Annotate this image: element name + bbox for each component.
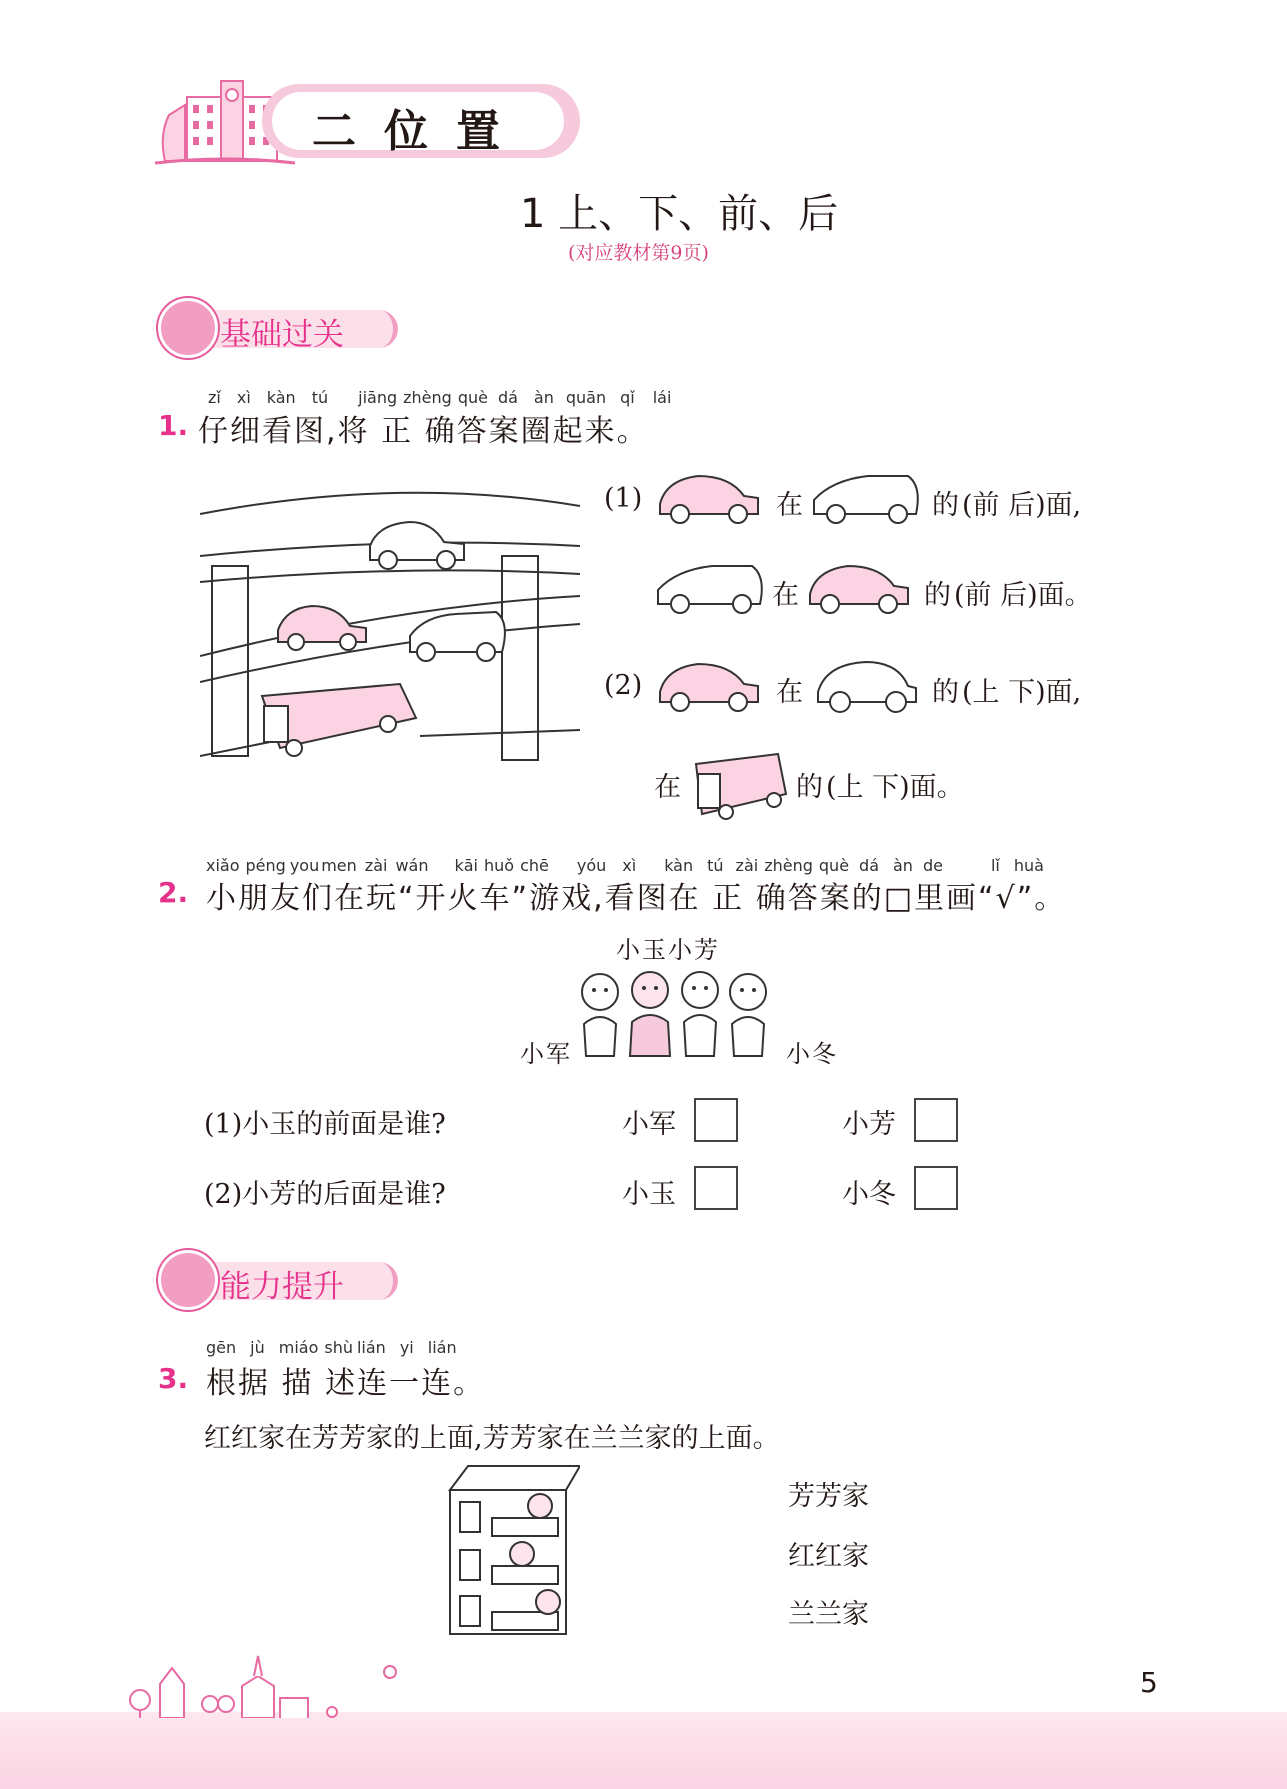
q2-text: 小朋友们在玩“开火车”游戏,看图在 正 确答案的□里画“√”。 xyxy=(206,881,1067,916)
town-decoration-icon xyxy=(120,1648,420,1718)
white-car-icon xyxy=(808,466,926,526)
pinyin: tú xyxy=(707,856,724,875)
pinyin: men xyxy=(321,856,357,875)
pinyin: wán xyxy=(395,856,429,875)
pinyin: què xyxy=(818,856,850,875)
pinyin: jiāng xyxy=(358,388,398,407)
pinyin: xì xyxy=(622,856,637,875)
car-right-middle xyxy=(410,612,505,661)
pinyin: zǐ xyxy=(208,388,221,407)
name-right: 小冬 xyxy=(786,1040,838,1068)
q3-statement: 红红家在芳芳家的上面,芳芳家在兰兰家的上面。 xyxy=(204,1423,780,1454)
pinyin: péng xyxy=(245,856,286,875)
overpass-illustration xyxy=(200,486,580,770)
beetle-car-icon xyxy=(812,652,922,714)
section-badge-basic xyxy=(158,298,398,356)
home-label-honghong[interactable]: 红红家 xyxy=(788,1541,869,1572)
q2-question-1: (1)小玉的前面是谁? xyxy=(204,1109,446,1140)
pinyin: xì xyxy=(236,388,251,407)
footer-band xyxy=(0,1712,1287,1789)
pink-car-icon xyxy=(804,556,914,616)
lesson-reference: (对应教材第9页) xyxy=(568,242,709,264)
q1-option-up-down-end[interactable]: (上 下)面。 xyxy=(826,772,964,803)
pinyin: lián xyxy=(356,1338,386,1357)
pinyin: àn xyxy=(533,388,554,407)
q2-option-2b: 小冬 xyxy=(842,1179,896,1210)
pinyin: jù xyxy=(250,1338,265,1357)
q2-question-2: (2)小芳的后面是谁? xyxy=(204,1179,446,1210)
pinyin: shù xyxy=(324,1338,353,1357)
q1-pinyin-row xyxy=(208,388,671,407)
answer-checkbox[interactable] xyxy=(694,1166,738,1210)
bus-icon xyxy=(690,748,790,822)
q3-text: 根据 描 述连一连。 xyxy=(206,1366,486,1401)
q1-number: 1. xyxy=(158,409,189,442)
pinyin: qǐ xyxy=(620,388,635,407)
q2-option-2a: 小玉 xyxy=(622,1179,676,1210)
pinyin: chē xyxy=(520,856,549,875)
pinyin: tú xyxy=(311,388,329,407)
pinyin: yóu xyxy=(576,856,607,875)
pinyin: dá xyxy=(497,388,518,407)
answer-checkbox[interactable] xyxy=(914,1098,958,1142)
pinyin: kāi xyxy=(454,856,478,875)
bus xyxy=(262,684,416,756)
train-game-kids-illustration xyxy=(574,964,786,1068)
pinyin: you xyxy=(289,856,320,875)
pinyin: de xyxy=(922,856,943,875)
pinyin: lái xyxy=(652,388,672,407)
car-pink-middle xyxy=(278,606,366,650)
pinyin: lián xyxy=(427,1338,457,1357)
pinyin: xiǎo xyxy=(206,856,240,875)
car-top xyxy=(370,522,464,569)
word-of: 的 xyxy=(796,772,823,803)
pinyin: kàn xyxy=(664,856,694,875)
chapter-title: 二位置 xyxy=(312,106,528,157)
home-label-fangfang[interactable]: 芳芳家 xyxy=(788,1481,869,1512)
home-label-lanlan[interactable]: 兰兰家 xyxy=(788,1599,869,1630)
q2-option-1b: 小芳 xyxy=(842,1109,896,1140)
pinyin: zài xyxy=(735,856,759,875)
pink-car-icon xyxy=(654,654,764,714)
word-of: 的 xyxy=(932,490,959,521)
q2-option-1a: 小军 xyxy=(622,1109,676,1140)
pinyin: quān xyxy=(565,388,607,407)
white-car-icon xyxy=(652,556,770,616)
word-of: 的 xyxy=(932,677,959,708)
q1-option-up-down[interactable]: (上 下)面, xyxy=(962,677,1082,708)
pinyin: huà xyxy=(1013,856,1044,875)
pinyin: dá xyxy=(859,856,879,875)
pinyin: huǒ xyxy=(484,856,515,875)
kid-face-icon xyxy=(158,298,218,358)
pinyin: lǐ xyxy=(990,856,1000,875)
pinyin: zhèng xyxy=(764,856,813,875)
pink-car-icon xyxy=(654,466,764,526)
pinyin: què xyxy=(457,388,488,407)
q2-number: 2. xyxy=(158,876,189,909)
pinyin: kàn xyxy=(266,388,296,407)
section-label-basic: 基础过关 xyxy=(220,317,344,353)
pinyin: zhèng xyxy=(403,388,452,407)
pinyin: zài xyxy=(364,856,388,875)
pinyin: yi xyxy=(399,1338,414,1357)
word-at: 在 xyxy=(654,772,681,803)
answer-checkbox[interactable] xyxy=(694,1098,738,1142)
pinyin: gēn xyxy=(206,1338,237,1357)
pinyin: miáo xyxy=(278,1338,319,1357)
q1-part1-label: (1) xyxy=(604,483,643,514)
word-of: 的 xyxy=(924,580,951,611)
word-at: 在 xyxy=(772,580,799,611)
name-left: 小军 xyxy=(520,1040,572,1068)
q1-option-front-back[interactable]: (前 后)面, xyxy=(962,490,1082,521)
apartment-building-illustration xyxy=(448,1462,580,1636)
kid-face-icon xyxy=(158,1250,218,1310)
q3-number: 3. xyxy=(158,1362,189,1395)
section-badge-advanced xyxy=(158,1250,398,1308)
answer-checkbox[interactable] xyxy=(914,1166,958,1210)
pinyin: àn xyxy=(893,856,913,875)
names-top: 小玉小芳 xyxy=(616,936,720,964)
lesson-title: 1 上、下、前、后 xyxy=(520,191,839,237)
q1-option-front-back-end[interactable]: (前 后)面。 xyxy=(954,580,1092,611)
word-at: 在 xyxy=(776,677,803,708)
section-label-advanced: 能力提升 xyxy=(220,1269,344,1305)
q3-pinyin-row xyxy=(206,1338,457,1357)
q1-part2-label: (2) xyxy=(604,670,643,701)
page-number: 5 xyxy=(1140,1666,1158,1699)
q1-text: 仔细看图,将 正 确答案圈起来。 xyxy=(198,414,649,449)
word-at: 在 xyxy=(776,490,803,521)
